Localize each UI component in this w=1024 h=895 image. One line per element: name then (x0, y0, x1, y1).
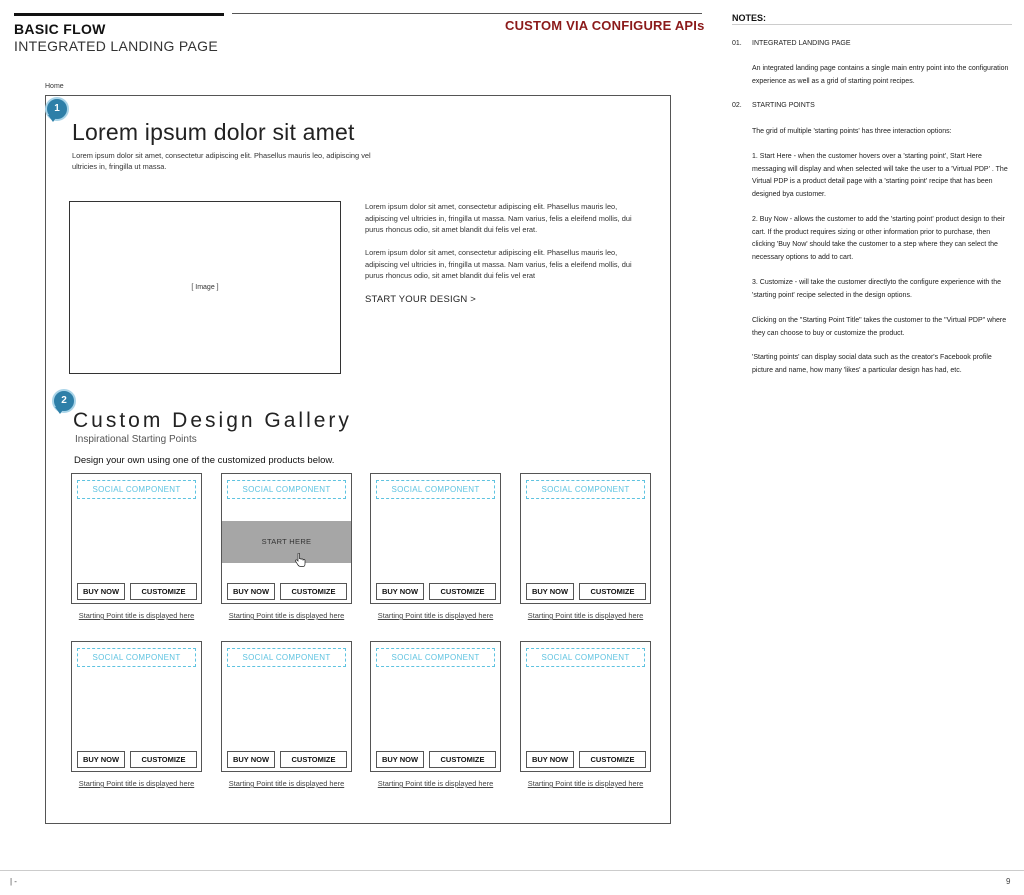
starting-point-card[interactable] (71, 641, 202, 772)
hero-paragraph-2: Lorem ipsum dolor sit amet, consectetur adipiscing elit. Phasellus mauris leo, adipiscing vel ultricies in, fringilla ut massa. Nam varius, felis a eleifend mollis, dui purus rhoncus odio, sit amet blandit dui felis vel erat (365, 248, 632, 280)
buy-now-button[interactable]: BUY NOW (526, 583, 574, 600)
notes-rule (732, 24, 1012, 25)
buy-now-button[interactable]: BUY NOW (77, 583, 125, 600)
note-2-intro: The grid of multiple 'starting points' has three interaction options: (752, 128, 952, 135)
start-your-design-link[interactable]: START YOUR DESIGN > (365, 294, 477, 305)
header-rule-thick (14, 13, 224, 16)
social-component: SOCIAL COMPONENT (227, 648, 346, 667)
buy-now-button[interactable]: BUY NOW (77, 751, 125, 768)
social-component: SOCIAL COMPONENT (227, 480, 346, 499)
note-2-customize: 3. Customize - will take the customer directlyto the configure experience with the 'starting point' recipe selected in the design options. (752, 279, 1002, 299)
marker-2-circle: 2 (52, 389, 76, 413)
hero-image-placeholder (69, 201, 341, 374)
customize-button[interactable]: CUSTOMIZE (429, 751, 496, 768)
doc-title: BASIC FLOW (14, 21, 106, 37)
customize-button[interactable]: CUSTOMIZE (130, 751, 197, 768)
hero-heading: Lorem ipsum dolor sit amet (72, 119, 355, 145)
note-2-title: STARTING POINTS (752, 102, 815, 109)
note-2-social: 'Starting points' can display social data such as the creator's Facebook profile picture and name, how many 'likes' a particular design has had, etc. (752, 354, 992, 374)
hero-paragraph-1: Lorem ipsum dolor sit amet, consectetur adipiscing elit. Phasellus mauris leo, adipiscing vel ultricies in, fringilla ut massa. Nam varius, felis a eleifend mollis, dui purus rhoncus odio, sit amet blandit dui felis vel erat. (365, 202, 632, 234)
doc-subtitle: INTEGRATED LANDING PAGE (14, 38, 218, 54)
breadcrumb-home[interactable]: Home (45, 83, 64, 90)
hero-intro: Lorem ipsum dolor sit amet, consectetur adipiscing elit. Phasellus mauris leo, adipiscing vel ultricies in, fringilla ut massa. (72, 151, 371, 171)
social-component: SOCIAL COMPONENT (376, 480, 495, 499)
note-1-body: An integrated landing page contains a single main entry point into the configuration experience as well as a grid of starting point recipes. (752, 65, 1009, 85)
doc-tag: CUSTOM VIA CONFIGURE APIs (505, 18, 705, 33)
starting-point-card[interactable] (221, 641, 352, 772)
start-here-overlay[interactable]: START HERE (222, 521, 351, 563)
note-2-start-here: 1. Start Here - when the customer hovers over a 'starting point', Start Here messaging will display and when selected will take the user to a 'Virtual PDP' . The Virtual PDP is a product detail page with a 'starting point' recipe that has been designed bya customer. (752, 153, 1008, 198)
starting-point-card[interactable] (71, 473, 202, 604)
starting-point-card[interactable] (370, 473, 501, 604)
starting-point-card[interactable] (520, 641, 651, 772)
customize-button[interactable]: CUSTOMIZE (579, 751, 646, 768)
social-component: SOCIAL COMPONENT (77, 648, 196, 667)
page-number: 9 (1006, 877, 1011, 886)
marker-1-circle: 1 (45, 97, 69, 121)
starting-point-title-link[interactable]: Starting Point title is displayed here (527, 779, 644, 788)
notes-heading: NOTES: (732, 13, 767, 23)
starting-point-title-link[interactable]: Starting Point title is displayed here (78, 779, 195, 788)
note-2-number: 02. (732, 102, 742, 109)
gallery-intro: Design your own using one of the customized products below. (74, 455, 335, 466)
social-component: SOCIAL COMPONENT (376, 648, 495, 667)
starting-point-title-link[interactable]: Starting Point title is displayed here (78, 611, 195, 620)
social-component: SOCIAL COMPONENT (526, 648, 645, 667)
buy-now-button[interactable]: BUY NOW (526, 751, 574, 768)
gallery-subheading: Inspirational Starting Points (75, 434, 197, 445)
starting-point-card[interactable] (520, 473, 651, 604)
buy-now-button[interactable]: BUY NOW (227, 751, 275, 768)
social-component: SOCIAL COMPONENT (77, 480, 196, 499)
note-2-title-link: Clicking on the "Starting Point Title" takes the customer to the "Virtual PDP" where they can choose to buy or customize the product. (752, 317, 1007, 337)
buy-now-button[interactable]: BUY NOW (376, 751, 424, 768)
customize-button[interactable]: CUSTOMIZE (280, 751, 347, 768)
note-1-title: INTEGRATED LANDING PAGE (752, 40, 851, 47)
buy-now-button[interactable]: BUY NOW (376, 583, 424, 600)
starting-point-card-hover[interactable] (221, 473, 352, 604)
image-label: [ Image ] (191, 284, 219, 291)
social-component: SOCIAL COMPONENT (526, 480, 645, 499)
buy-now-button[interactable]: BUY NOW (227, 583, 275, 600)
annotation-marker-1 (45, 97, 69, 122)
gallery-heading: Custom Design Gallery (73, 409, 352, 432)
hand-cursor-icon (294, 553, 306, 567)
customize-button[interactable]: CUSTOMIZE (579, 583, 646, 600)
starting-point-title-link[interactable]: Starting Point title is displayed here (377, 611, 494, 620)
starting-point-card[interactable] (370, 641, 501, 772)
header-rule-thin (232, 13, 702, 14)
starting-point-title-link[interactable]: Starting Point title is displayed here (377, 779, 494, 788)
customize-button[interactable]: CUSTOMIZE (130, 583, 197, 600)
customize-button[interactable]: CUSTOMIZE (429, 583, 496, 600)
note-1-number: 01. (732, 40, 742, 47)
starting-point-title-link[interactable]: Starting Point title is displayed here (228, 779, 345, 788)
starting-point-title-link[interactable]: Starting Point title is displayed here (228, 611, 345, 620)
footer-rule (0, 870, 1024, 871)
footer-left: | - (10, 877, 17, 886)
customize-button[interactable]: CUSTOMIZE (280, 583, 347, 600)
note-2-buy-now: 2. Buy Now - allows the customer to add the 'starting point' product design to their cart. If the product requires sizing or other information prior to purchase, then clicking 'Buy Now' should take the customer to a step where they can select the necessary options to add to cart. (752, 216, 1005, 261)
starting-point-title-link[interactable]: Starting Point title is displayed here (527, 611, 644, 620)
